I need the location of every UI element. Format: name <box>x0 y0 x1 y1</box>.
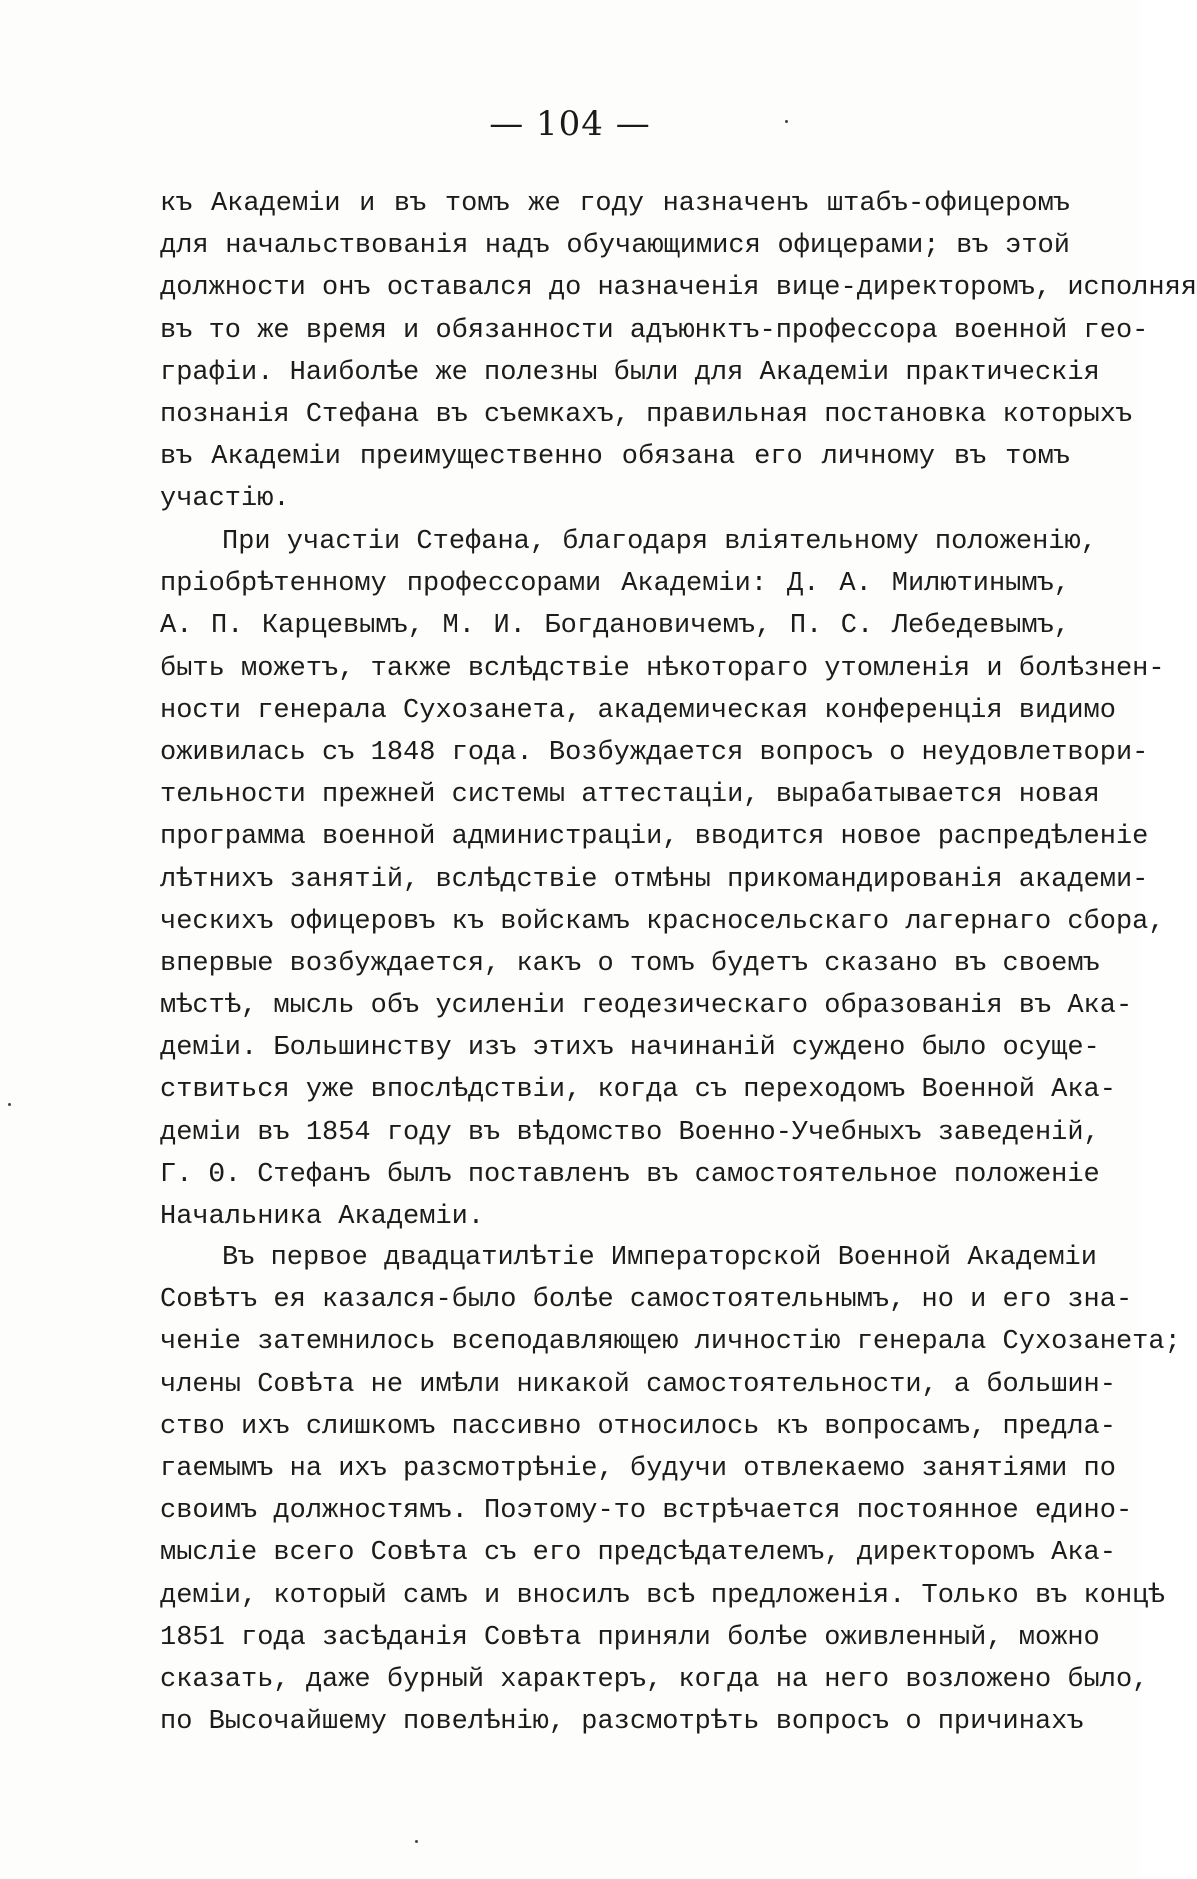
text-line: своимъ должностямъ. Поэтому-то встрѣчается постоянное едино- <box>160 1496 1133 1527</box>
text-line: ченіе затемнилось всеподавляющею личностію генерала Сухозанета; <box>160 1327 1181 1358</box>
paragraph-2 <box>160 521 1165 1238</box>
text-line: въ Академіи преимущественно обязана его личному въ томъ <box>160 442 1070 473</box>
text-line: участію. <box>160 484 290 515</box>
text-line: по Высочайшему повелѣнію, разсмотрѣть вопросъ о причинахъ <box>160 1707 1084 1738</box>
text-line: познанія Стефана въ съемкахъ, правильная постановка которыхъ <box>160 399 1133 430</box>
text-line: сказать, даже бурный характеръ, когда на него возложено было, <box>160 1664 1149 1695</box>
text-line: тельности прежней системы аттестаціи, вырабатывается новая <box>160 780 1100 811</box>
text-line: ство ихъ слишкомъ пассивно относилось къ вопросамъ, предла- <box>160 1411 1116 1442</box>
text-line: графіи. Наиболѣе же полезны были для Академіи практическія <box>160 357 1100 388</box>
print-speck <box>415 1840 418 1843</box>
text-line: гаемымъ на ихъ разсмотрѣніе, будучи отвлекаемо занятіями по <box>160 1453 1116 1484</box>
text-line: деміи, который самъ и вносилъ всѣ предложенія. Только въ концѣ <box>160 1580 1165 1611</box>
text-line: ствиться уже впослѣдствіи, когда съ переходомъ Военной Ака- <box>160 1075 1116 1106</box>
text-line: 1851 года засѣданія Совѣта приняли болѣе оживленный, можно <box>160 1622 1100 1653</box>
text-line: къ Академіи и въ томъ же году назначенъ штабъ-офицеромъ <box>160 189 1070 219</box>
text-line: лѣтнихъ занятій, вслѣдствіе отмѣны прикомандированія академи- <box>160 864 1149 895</box>
text-line: Г. Θ. Стефанъ былъ поставленъ въ самостоятельное положеніе <box>160 1159 1100 1190</box>
text-line: деміи. Большинству изъ этихъ начинаній суждено было осуще- <box>160 1033 1100 1064</box>
text-line: программа военной администраціи, вводится новое распредѣленіе <box>160 822 1149 853</box>
text-line: мѣстѣ, мысль объ усиленіи геодезическаго образованія въ Ака- <box>160 991 1133 1022</box>
print-speck <box>8 1103 11 1106</box>
print-speck <box>785 120 788 123</box>
text-line: ческихъ офицеровъ къ войскамъ красносельскаго лагернаго сбора, <box>160 906 1165 937</box>
text-line: Совѣтъ ея казался-было болѣе самостоятельнымъ, но и его зна- <box>160 1285 1133 1316</box>
text-line: оживилась съ 1848 года. Возбуждается вопросъ о неудовлетвори- <box>160 737 1149 768</box>
paragraph-1 <box>160 183 1197 521</box>
text-line: мысліе всего Совѣта съ его предсѣдателемъ, директоромъ Ака- <box>160 1538 1116 1569</box>
text-line: ности генерала Сухозанета, академическая конференція видимо <box>160 695 1116 726</box>
text-line: А. П. Карцевымъ, М. И. Богдановичемъ, П. С. Лебедевымъ, <box>160 611 1070 642</box>
text-line: члены Совѣта не имѣли никакой самостоятельности, а большин- <box>160 1369 1116 1400</box>
text-line: въ то же время и обязанности адъюнктъ-профессора военной гео- <box>160 315 1149 346</box>
paragraph-3 <box>160 1237 1181 1743</box>
text-line: пріобрѣтенному профессорами Академіи: Д. А. Милютинымъ, <box>160 569 1070 600</box>
text-line: должности онъ оставался до назначенія вице-директоромъ, исполняя <box>160 273 1197 304</box>
text-line: При участіи Стефана, благодаря вліятельному положенію, <box>222 527 1097 557</box>
text-line: Начальника Академіи. <box>160 1202 485 1232</box>
page-number: — 104 — <box>489 104 651 144</box>
text-line: быть можетъ, также вслѣдствіе нѣкотораго утомленія и болѣзнен- <box>160 653 1165 684</box>
text-line: Въ первое двадцатилѣтіе Императорской Военной Академіи <box>222 1243 1097 1273</box>
text-line: деміи въ 1854 году въ вѣдомство Военно-Учебныхъ заведеній, <box>160 1117 1100 1148</box>
text-line: впервые возбуждается, какъ о томъ будетъ сказано въ своемъ <box>160 948 1100 979</box>
text-line: для начальствованія надъ обучающимися офицерами; въ этой <box>160 231 1070 262</box>
